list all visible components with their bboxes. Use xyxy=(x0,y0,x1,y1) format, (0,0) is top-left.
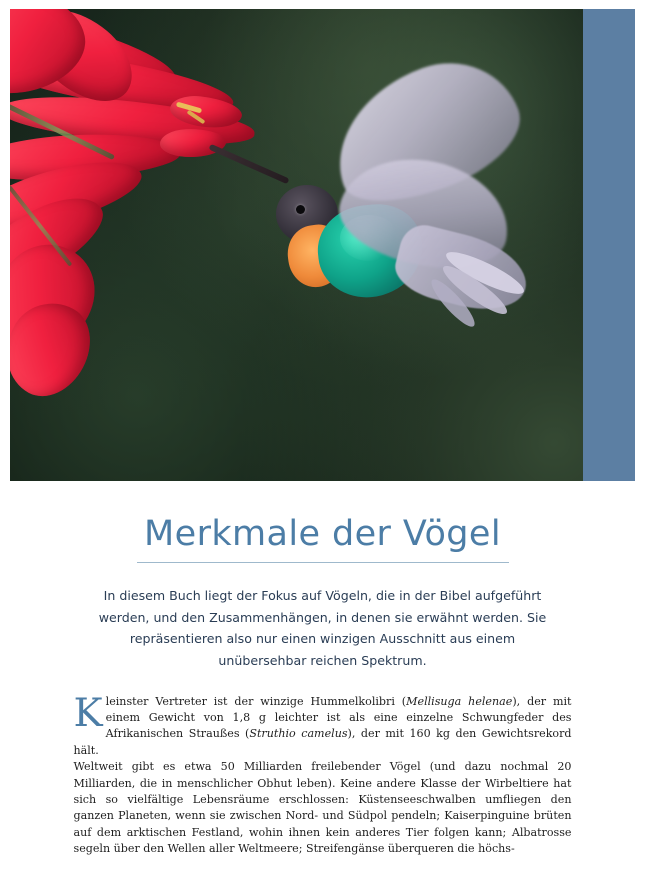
drop-cap: K xyxy=(73,690,103,736)
lead-paragraph: In diesem Buch liegt der Fokus auf Vögeln, die in der Bibel aufgeführt werden, und den Zusammenhängen, in denen sie erwähnt werden. Sie repräsentieren also nur einen winzigen Ausschnitt aus einem unübersehbar reichen Spektrum. xyxy=(98,588,547,668)
page-content xyxy=(0,481,645,858)
paragraph-1-text-c: ), der mit 160 kg den Gewichtsrekord hält. xyxy=(73,727,572,757)
paragraph-1-text-b: ), der mit einem Gewicht von 1,8 g leichter ist als eine einzelne Schwungfeder des Afrikanischen Straußes ( xyxy=(105,694,572,741)
paragraph-1-text-a: leinster Vertreter ist der winzige Hummelkolibri ( xyxy=(105,694,407,708)
title-divider xyxy=(137,562,509,563)
page-title: Merkmale der Vögel xyxy=(144,514,501,554)
paragraph-second: Weltweit gibt es etwa 50 Milliarden freilebender Vögel (und dazu nochmal 20 Milliarden, die in menschlicher Obhut leben). Keine andere Klasse der Wirbeltiere hat sich so vielfältige Lebensräume erschlossen: Küstenseeschwalben umfliegen den ganzen Planeten, wenn sie zwischen Nord- und Südpol pendeln; Kaiserpinguine brüten auf dem arktischen Festland, wohin ihnen kein anderes Tier folgen kann; Albatrosse segeln über den Wellen aller Weltmeere; Streifengänse überqueren die höchs- xyxy=(73,760,572,856)
body-text xyxy=(73,690,572,858)
paragraph-first xyxy=(73,690,572,760)
hero-image-block xyxy=(10,9,635,481)
species-name-hummingbird: Mellisuga helenae xyxy=(406,694,513,708)
hummingbird-photo xyxy=(10,9,583,481)
hummingbird-eye xyxy=(296,205,305,214)
species-name-ostrich: Struthio camelus xyxy=(249,727,348,741)
hero-side-band xyxy=(583,9,635,481)
